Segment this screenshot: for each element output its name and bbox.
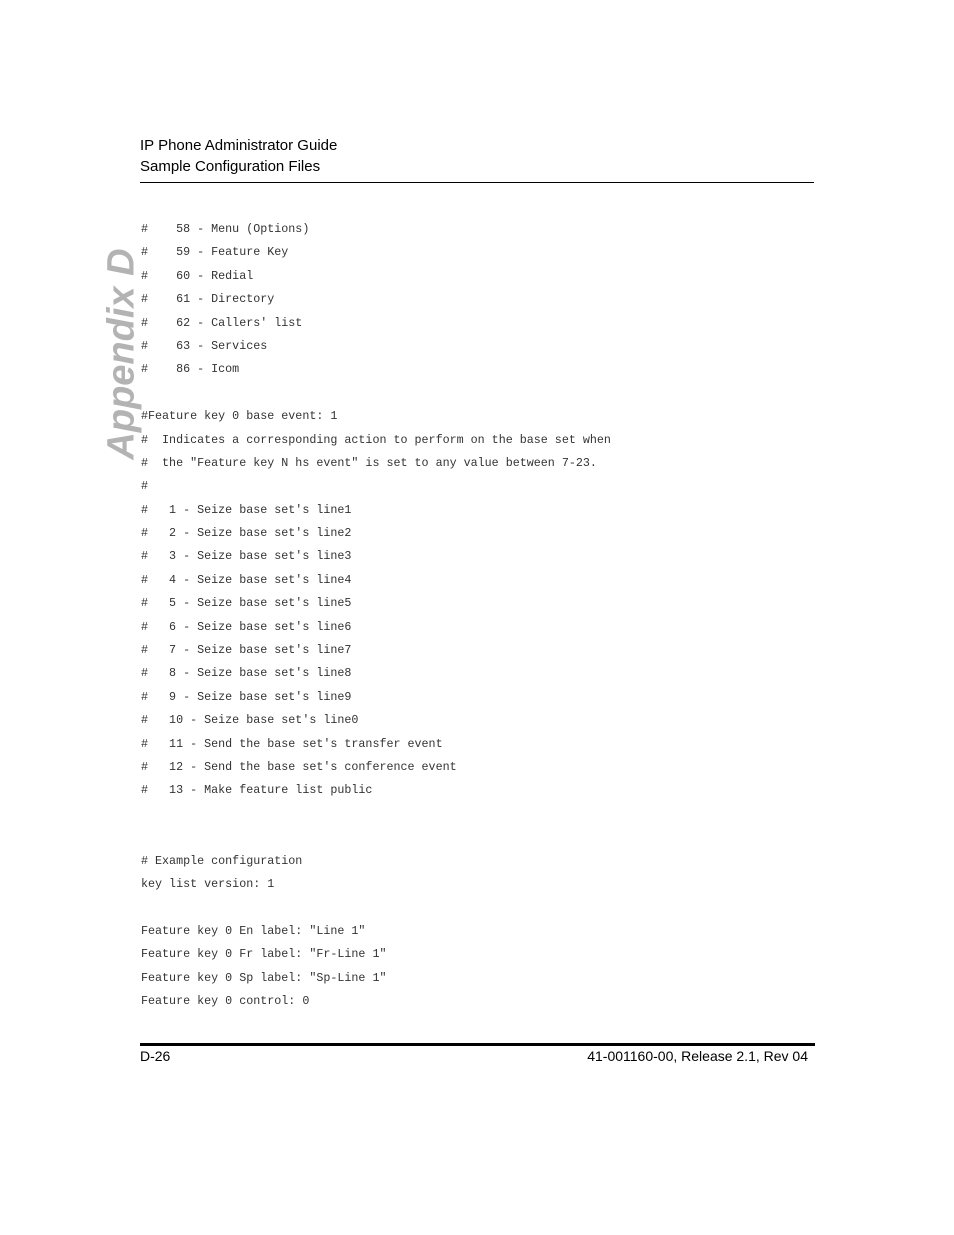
code-line: # 4 - Seize base set's line4 xyxy=(141,572,352,587)
code-line xyxy=(141,896,814,919)
code-line: # 9 - Seize base set's line9 xyxy=(141,689,352,704)
code-line: Feature key 0 Fr label: "Fr-Line 1" xyxy=(141,947,387,962)
code-line: # 63 - Services xyxy=(141,338,268,353)
code-line: # 2 - Seize base set's line2 xyxy=(141,526,352,541)
code-line: # 10 - Seize base set's line0 xyxy=(141,713,359,728)
code-line: key list version: 1 xyxy=(141,876,275,891)
page-number: D-26 xyxy=(140,1048,171,1064)
code-line: # 3 - Seize base set's line3 xyxy=(141,549,352,564)
code-line: # 60 - Redial xyxy=(141,268,254,283)
header-divider xyxy=(140,182,814,183)
code-line: # 61 - Directory xyxy=(141,292,275,307)
code-line: # the "Feature key N hs event" is set to any value between 7-23. xyxy=(141,455,597,470)
code-line: # 62 - Callers' list xyxy=(141,315,303,330)
code-line: # Indicates a corresponding action to perform on the base set when xyxy=(141,432,611,447)
code-line: # 1 - Seize base set's line1 xyxy=(141,502,352,517)
code-line: # 11 - Send the base set's transfer event xyxy=(141,736,443,751)
code-line: # 86 - Icom xyxy=(141,362,240,377)
document-id: 41-001160-00, Release 2.1, Rev 04 xyxy=(587,1048,808,1064)
code-line: # xyxy=(141,479,149,494)
code-line: # 13 - Make feature list public xyxy=(141,783,373,798)
page-header xyxy=(140,135,814,177)
code-line xyxy=(141,382,814,405)
document-title: IP Phone Administrator Guide xyxy=(140,137,338,154)
code-line: # 59 - Feature Key xyxy=(141,245,289,260)
code-line xyxy=(141,826,814,849)
code-line: # 8 - Seize base set's line8 xyxy=(141,666,352,681)
code-line: # Example configuration xyxy=(141,853,303,868)
code-line: Feature key 0 En label: "Line 1" xyxy=(141,923,366,938)
footer-divider xyxy=(140,1043,815,1046)
appendix-side-tab: Appendix D xyxy=(100,248,143,460)
code-line: # 6 - Seize base set's line6 xyxy=(141,619,352,634)
code-line: # 7 - Seize base set's line7 xyxy=(141,643,352,658)
code-line: #Feature key 0 base event: 1 xyxy=(141,409,338,424)
config-code-block xyxy=(141,218,814,1013)
section-title: Sample Configuration Files xyxy=(140,158,321,175)
code-line: # 58 - Menu (Options) xyxy=(141,222,310,236)
code-line: # 12 - Send the base set's conference event xyxy=(141,759,457,774)
code-line: Feature key 0 control: 0 xyxy=(141,993,310,1008)
code-line: # 5 - Seize base set's line5 xyxy=(141,596,352,611)
code-line xyxy=(141,803,814,826)
code-line: Feature key 0 Sp label: "Sp-Line 1" xyxy=(141,970,387,985)
